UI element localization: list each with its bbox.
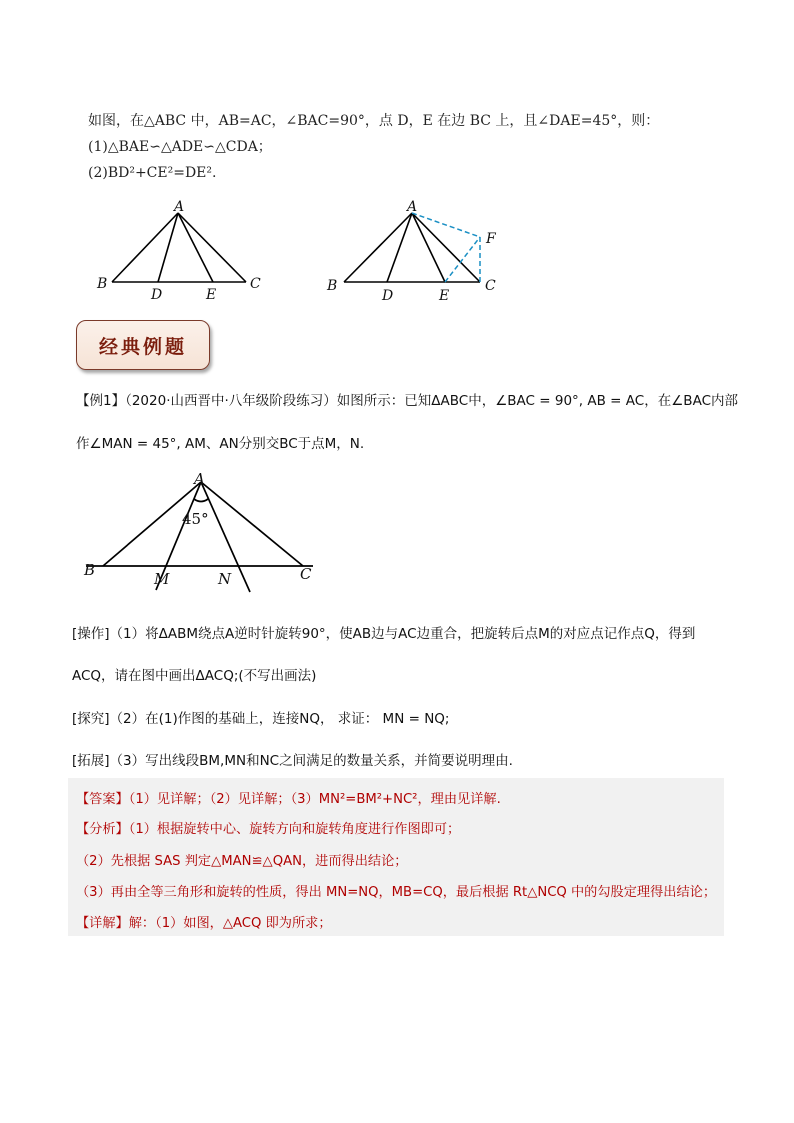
answer-box [68, 778, 724, 936]
operate-line-2: ACQ，请在图中画出ΔACQ;(不写出画法) [72, 668, 317, 684]
section-title-badge: 经典例题 [76, 320, 210, 370]
analysis-line [76, 818, 460, 837]
figure-3 [78, 468, 328, 598]
answer-tag: 【答案】 [76, 792, 129, 807]
example-line-1: 【例1】（2020·山西晋中·八年级阶段练习）如图所示：已知ΔABC中，∠BAC = 90°, AB = AC，在∠BAC内部 [76, 393, 738, 409]
fig3-label-c: C [300, 565, 312, 583]
detail-tag: 【详解】 [76, 916, 129, 931]
explore-line: [探究]（2）在(1)作图的基础上，连接NQ， 求证： MN = NQ; [72, 711, 450, 727]
figure-2 [320, 195, 510, 305]
fig2-label-d: D [382, 288, 394, 304]
analysis-text: （1）根据旋转中心、旋转方向和旋转角度进行作图即可； [128, 822, 461, 837]
fig3-label-a: A [194, 470, 205, 488]
intro-line-2: (1)△BAE∽△ADE∽△CDA； [88, 139, 272, 155]
fig2-label-f: F [486, 231, 496, 247]
figure-1 [90, 195, 270, 305]
fig3-label-n: N [218, 570, 232, 588]
fig2-label-c: C [485, 278, 496, 294]
extend-line: [拓展]（3）写出线段BM,MN和NC之间满足的数量关系，并简要说明理由. [72, 753, 513, 769]
answer-text: （1）见详解；（2）见详解；（3）MN²=BM²+NC²，理由见详解. [128, 792, 501, 807]
analysis-line-3: （3）再由全等三角形和旋转的性质，得出 MN=NQ，MB=CQ，最后根据 Rt△NCQ 中的勾股定理得出结论； [76, 885, 717, 900]
fig1-label-d: D [151, 287, 163, 303]
fig2-label-e: E [439, 288, 450, 304]
fig1-label-b: B [97, 276, 108, 292]
intro-line-3: (2)BD²+CE²=DE². [88, 165, 217, 181]
fig3-angle-label: 45° [182, 510, 209, 528]
fig2-label-b: B [327, 278, 338, 294]
intro-line-1: 如图，在△ABC 中，AB=AC，∠BAC=90°，点 D，E 在边 BC 上，且∠DAE=45°，则： [88, 113, 660, 129]
fig2-label-a: A [407, 199, 418, 215]
fig1-label-a: A [174, 199, 185, 215]
analysis-tag: 【分析】 [76, 822, 129, 837]
detail-line [76, 912, 332, 931]
example-line-2: 作∠MAN = 45°, AM、AN分别交BC于点M，N. [76, 436, 365, 452]
intro-text [88, 108, 659, 186]
fig1-label-e: E [206, 287, 217, 303]
detail-text: 解：（1）如图，△ACQ 即为所求； [128, 916, 332, 931]
fig1-label-c: C [250, 276, 261, 292]
fig3-label-m: M [154, 570, 170, 588]
fig3-label-b: B [84, 561, 96, 579]
answer-line-1 [76, 788, 501, 807]
analysis-line-2: （2）先根据 SAS 判定△MAN≌△QAN，进而得出结论； [76, 854, 408, 869]
operate-line-1: [操作]（1）将ΔABM绕点A逆时针旋转90°，使AB边与AC边重合，把旋转后点M的对应点记作点Q，得到 [72, 626, 696, 642]
